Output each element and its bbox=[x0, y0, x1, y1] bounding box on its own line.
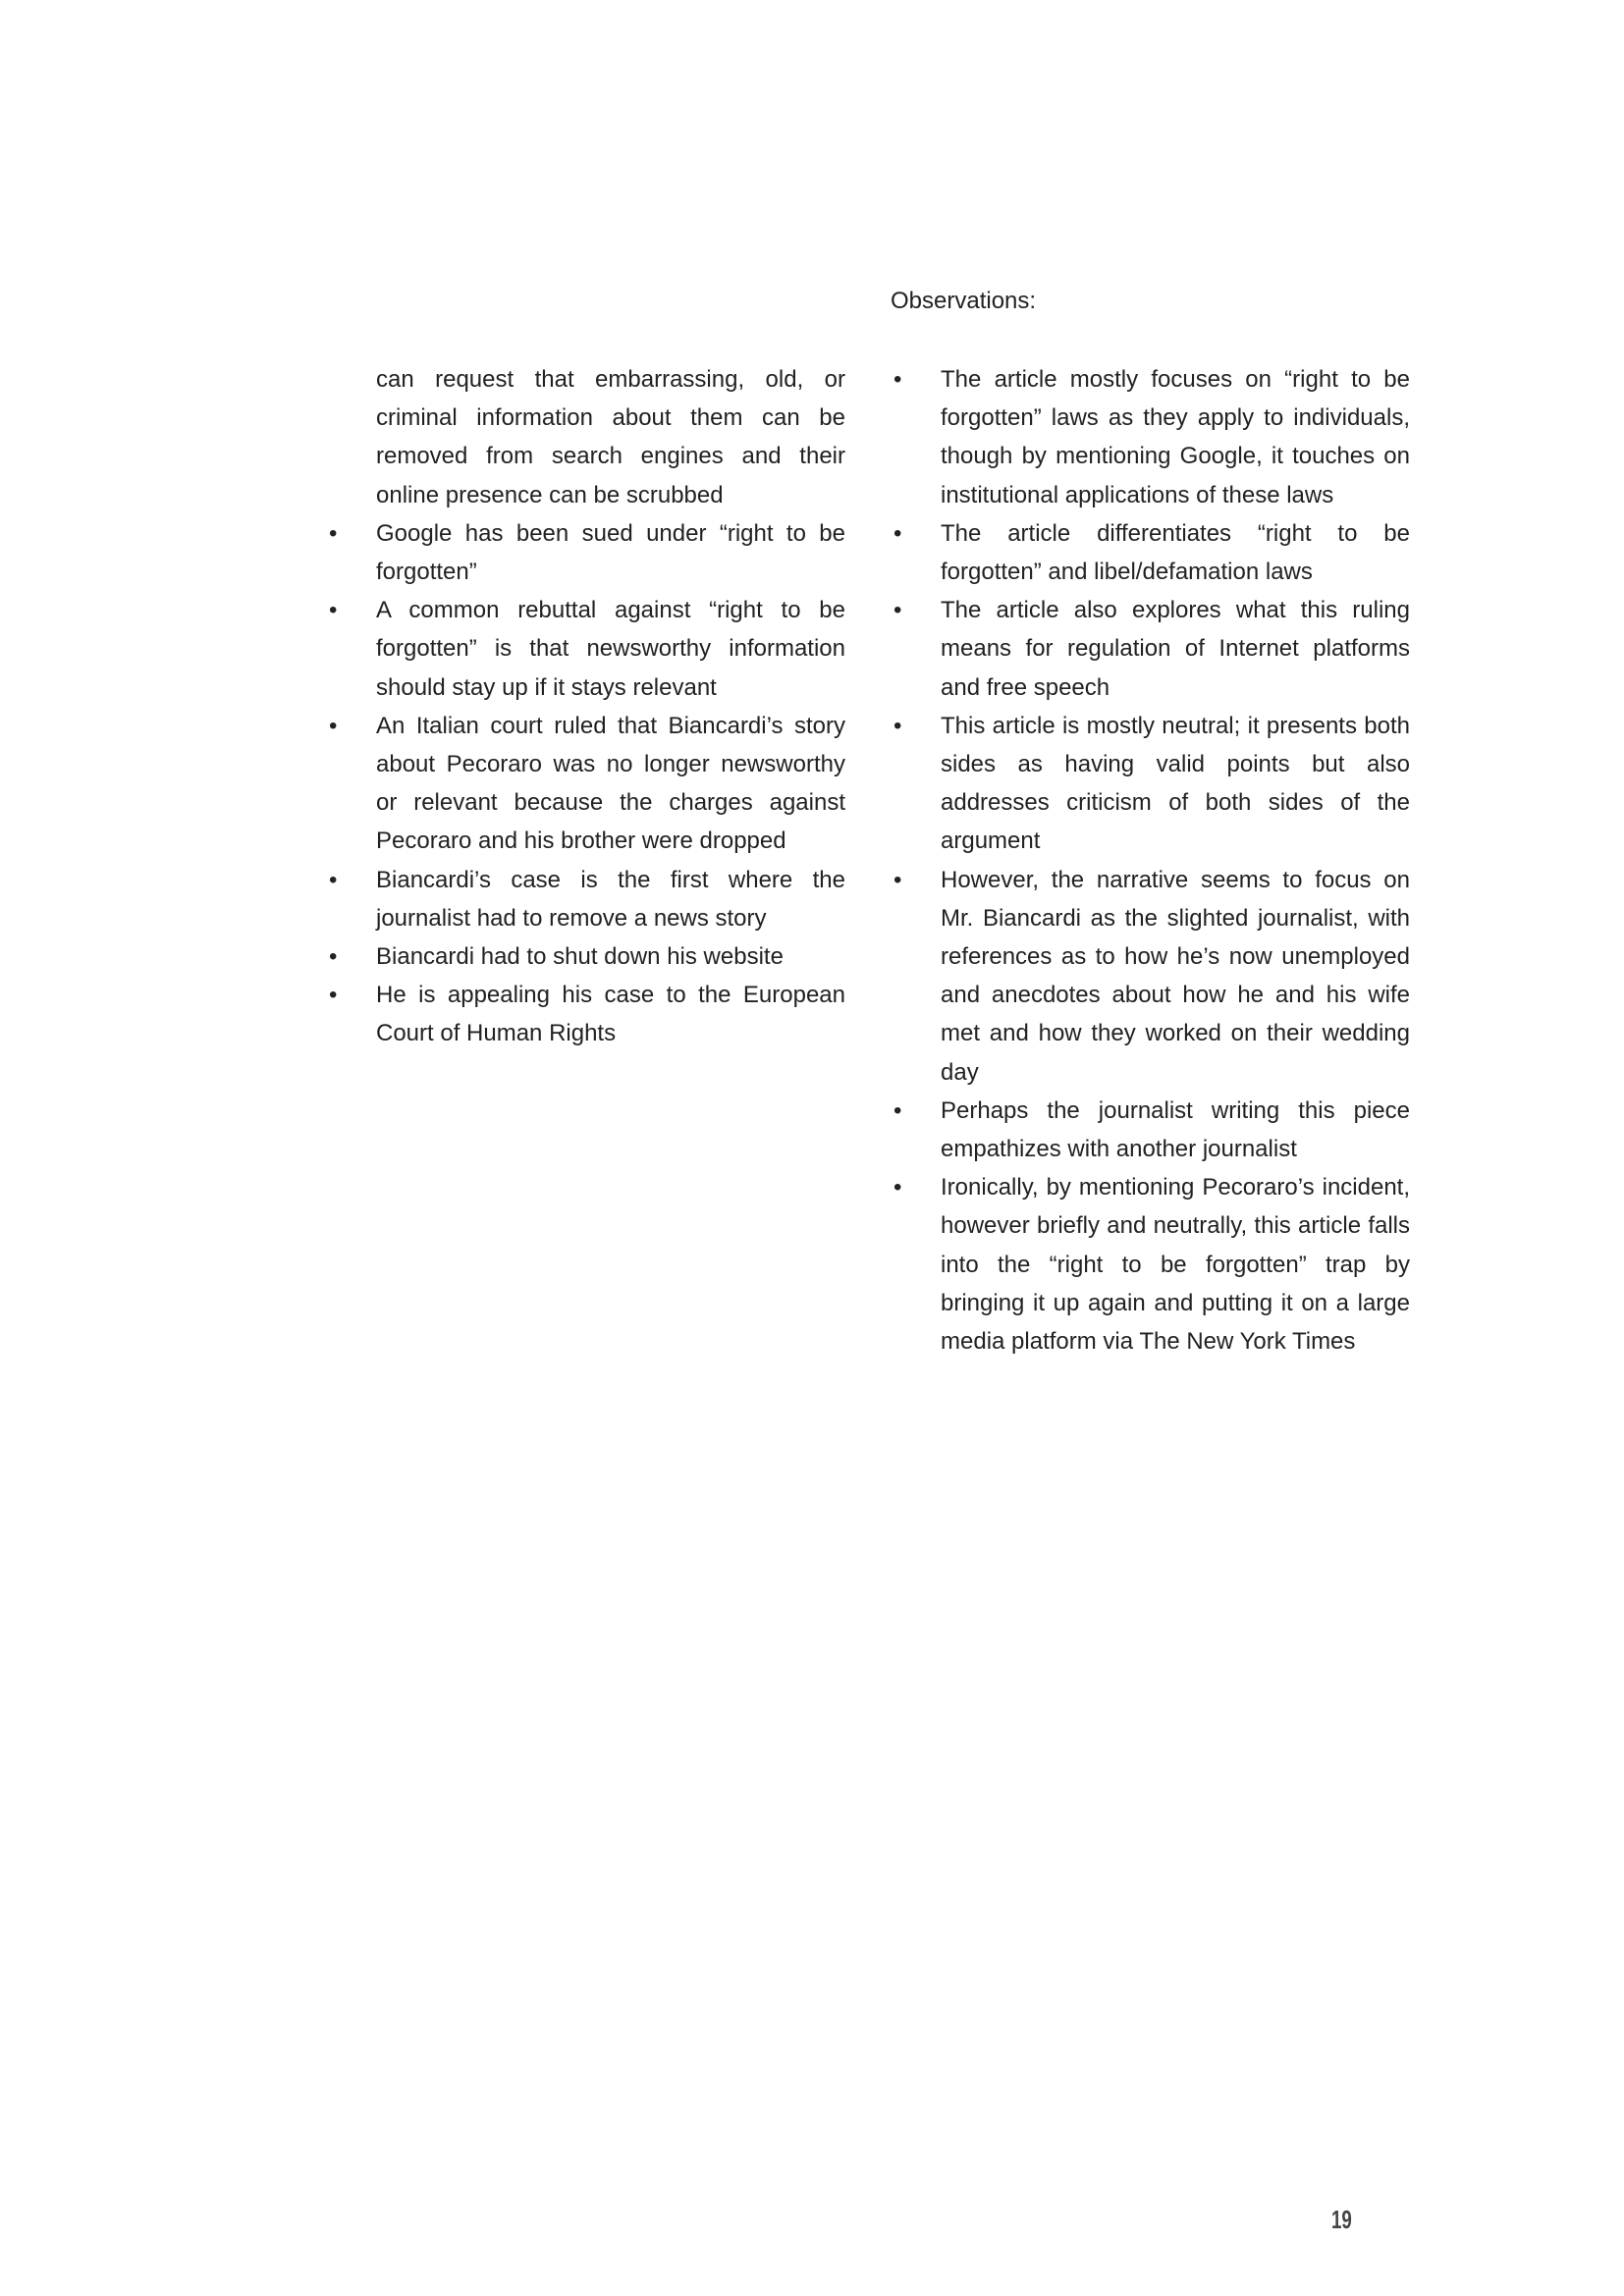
left-column bbox=[329, 360, 845, 1053]
bullet-icon: • bbox=[893, 866, 902, 893]
bullet-icon: • bbox=[893, 712, 902, 739]
bullet-icon: • bbox=[893, 1096, 902, 1124]
left-bullet-item bbox=[329, 514, 845, 591]
observations-heading: Observations: bbox=[891, 288, 1037, 314]
page-number: 19 bbox=[1331, 2205, 1352, 2234]
bullet-text: Google has been sued under “right to be forgotten” bbox=[376, 519, 845, 586]
left-bullet-item bbox=[329, 591, 845, 707]
observation-text: The article also explores what this ruling means for regulation of Internet platforms and free speech bbox=[941, 597, 1410, 701]
bullet-icon: • bbox=[893, 597, 902, 624]
bullet-text: Biancardi had to shut down his website bbox=[376, 943, 784, 971]
observation-text: Perhaps the journalist writing this piece empathizes with another journalist bbox=[941, 1096, 1410, 1163]
observation-item bbox=[893, 514, 1410, 591]
bullet-icon: • bbox=[329, 943, 338, 971]
left-bullet-item bbox=[329, 937, 845, 976]
bullet-icon: • bbox=[893, 366, 902, 393]
left-bullet-item bbox=[329, 861, 845, 937]
bullet-text: He is appealing his case to the European Court of Human Rights bbox=[376, 982, 845, 1047]
observation-item bbox=[893, 707, 1410, 861]
bullet-text: A common rebuttal against “right to be forgotten” is that newsworthy information should stay up if it stays relevant bbox=[376, 597, 845, 701]
right-column bbox=[893, 360, 1410, 1361]
bullet-icon: • bbox=[329, 519, 338, 547]
bullet-icon: • bbox=[893, 1174, 902, 1201]
left-bullet-item bbox=[329, 976, 845, 1052]
observation-item bbox=[893, 1168, 1410, 1361]
observations-bullet-list bbox=[893, 360, 1410, 1361]
observation-item bbox=[893, 591, 1410, 707]
observation-item bbox=[893, 1092, 1410, 1168]
observation-item bbox=[893, 360, 1410, 514]
observation-text: This article is mostly neutral; it presents both sides as having valid points but also addresses criticism of both sides of the argument bbox=[941, 712, 1410, 855]
observation-text: The article mostly focuses on “right to be forgotten” laws as they apply to individuals, though by mentioning Google, it touches on institutional applications of these laws bbox=[941, 366, 1410, 508]
bullet-icon: • bbox=[329, 712, 338, 739]
left-bullet-item bbox=[329, 707, 845, 861]
observation-text: The article differentiates “right to be forgotten” and libel/defamation laws bbox=[941, 519, 1410, 586]
bullet-text: An Italian court ruled that Biancardi’s story about Pecoraro was no longer newsworthy or relevant because the charges against Pecoraro and his brother were dropped bbox=[376, 712, 845, 855]
bullet-icon: • bbox=[329, 866, 338, 893]
left-bullet-list bbox=[329, 514, 845, 1053]
observation-text: However, the narrative seems to focus on Mr. Biancardi as the slighted journalist, with references as to how he’s now unemployed and anecdotes about how he and his wife met and how they worked on their wedding day bbox=[941, 866, 1410, 1086]
bullet-text: Biancardi’s case is the first where the journalist had to remove a news story bbox=[376, 866, 845, 932]
observation-item bbox=[893, 861, 1410, 1092]
left-continuation-text: can request that embarrassing, old, or criminal information about them can be removed from search engines and their online presence can be scrubbed bbox=[376, 366, 845, 508]
bullet-icon: • bbox=[329, 597, 338, 624]
bullet-icon: • bbox=[329, 982, 338, 1009]
observation-text: Ironically, by mentioning Pecoraro’s incident, however briefly and neutrally, this article falls into the “right to be forgotten” trap by bringing it up again and putting it on a large media platform via The New York Times bbox=[941, 1174, 1410, 1356]
bullet-icon: • bbox=[893, 519, 902, 547]
